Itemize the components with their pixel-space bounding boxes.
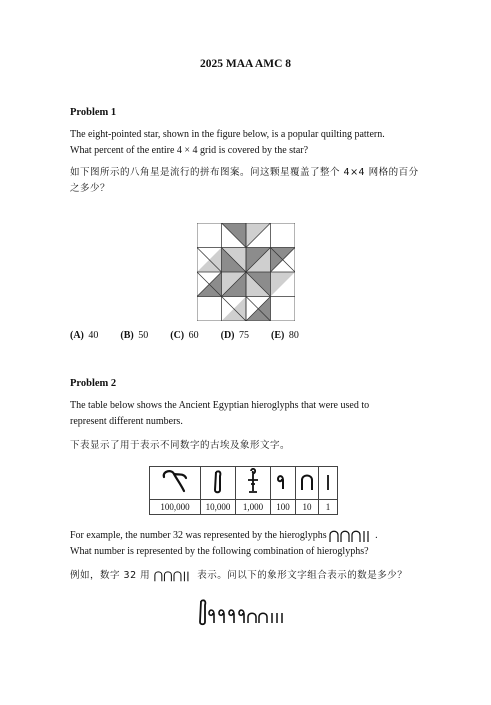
table-value: 1 xyxy=(319,500,338,515)
stroke-glyph-icon xyxy=(319,467,338,500)
heel-glyph-icon xyxy=(296,467,319,500)
hieroglyph-table xyxy=(149,466,338,515)
problem-1-zh-line-1: 如下图所示的八角星是流行的拼布图案。问这颗星覆盖了整个 4×4 网格的百分 xyxy=(70,167,419,178)
table-value: 10 xyxy=(296,500,319,515)
coil-glyph-icon xyxy=(219,610,224,623)
problem-2-text xyxy=(70,398,422,430)
choice-a: (A) 40 xyxy=(70,330,99,341)
choice-c: (C) 60 xyxy=(170,330,199,341)
choice-e: (E) 80 xyxy=(271,330,299,341)
problem-2-text-line-1: The table below shows the Ancient Egyptian hieroglyphs that were used to xyxy=(70,400,370,411)
table-value: 10,000 xyxy=(201,500,236,515)
problem-2-example xyxy=(70,528,430,560)
problem-1-heading: Problem 1 xyxy=(70,107,117,118)
hieroglyph-combination-figure xyxy=(197,598,297,626)
example-line-2: What number is represented by the following combination of hieroglyphs? xyxy=(70,546,369,557)
problem-1-text-zh xyxy=(70,165,422,197)
tadpole-glyph-icon xyxy=(150,467,201,500)
grid-lines xyxy=(197,223,295,321)
example-line-1: For example, the number 32 was represented by the hieroglyphs . xyxy=(70,530,378,541)
problem-1-zh-line-2: 之多少？ xyxy=(70,183,111,194)
lotus-glyph-icon xyxy=(236,467,271,500)
coil-glyph-icon xyxy=(239,610,244,623)
coil-glyph-icon xyxy=(209,610,214,623)
problem-2-heading: Problem 2 xyxy=(70,378,117,389)
stroke-glyph-icon xyxy=(272,613,282,623)
coil-glyph-icon xyxy=(271,467,296,500)
table-value: 100,000 xyxy=(150,500,201,515)
heel-glyph-icon xyxy=(259,613,267,623)
table-value: 1,000 xyxy=(236,500,271,515)
hieroglyph-32-icon xyxy=(329,529,375,543)
choice-d: (D) 75 xyxy=(220,330,250,341)
finger-glyph-icon xyxy=(201,467,236,500)
problem-1-text xyxy=(70,127,422,159)
problem-1-text-line-1: The eight-pointed star, shown in the figure below, is a popular quilting pattern. xyxy=(70,129,385,140)
problem-2-example-zh: 例如，数字 32 用 表示。问以下的象形文字组合表示的数是多少？ xyxy=(70,570,408,581)
table-value: 100 xyxy=(271,500,296,515)
problem-2-text-zh: 下表显示了用于表示不同数字的古埃及象形文字。 xyxy=(70,440,291,451)
finger-glyph-icon xyxy=(200,600,205,624)
problem-1-choices xyxy=(70,330,299,341)
eight-pointed-star-figure xyxy=(197,223,295,321)
hieroglyph-32-icon xyxy=(154,569,194,583)
problem-1-text-line-2: What percent of the entire 4 × 4 grid is covered by the star? xyxy=(70,145,309,156)
star-light-piece xyxy=(271,272,296,297)
problem-2-text-line-2: represent different numbers. xyxy=(70,416,183,427)
choice-b: (B) 50 xyxy=(120,330,149,341)
coil-glyph-icon xyxy=(229,610,234,623)
page-title: 2025 MAA AMC 8 xyxy=(199,58,292,70)
heel-glyph-icon xyxy=(248,613,256,623)
